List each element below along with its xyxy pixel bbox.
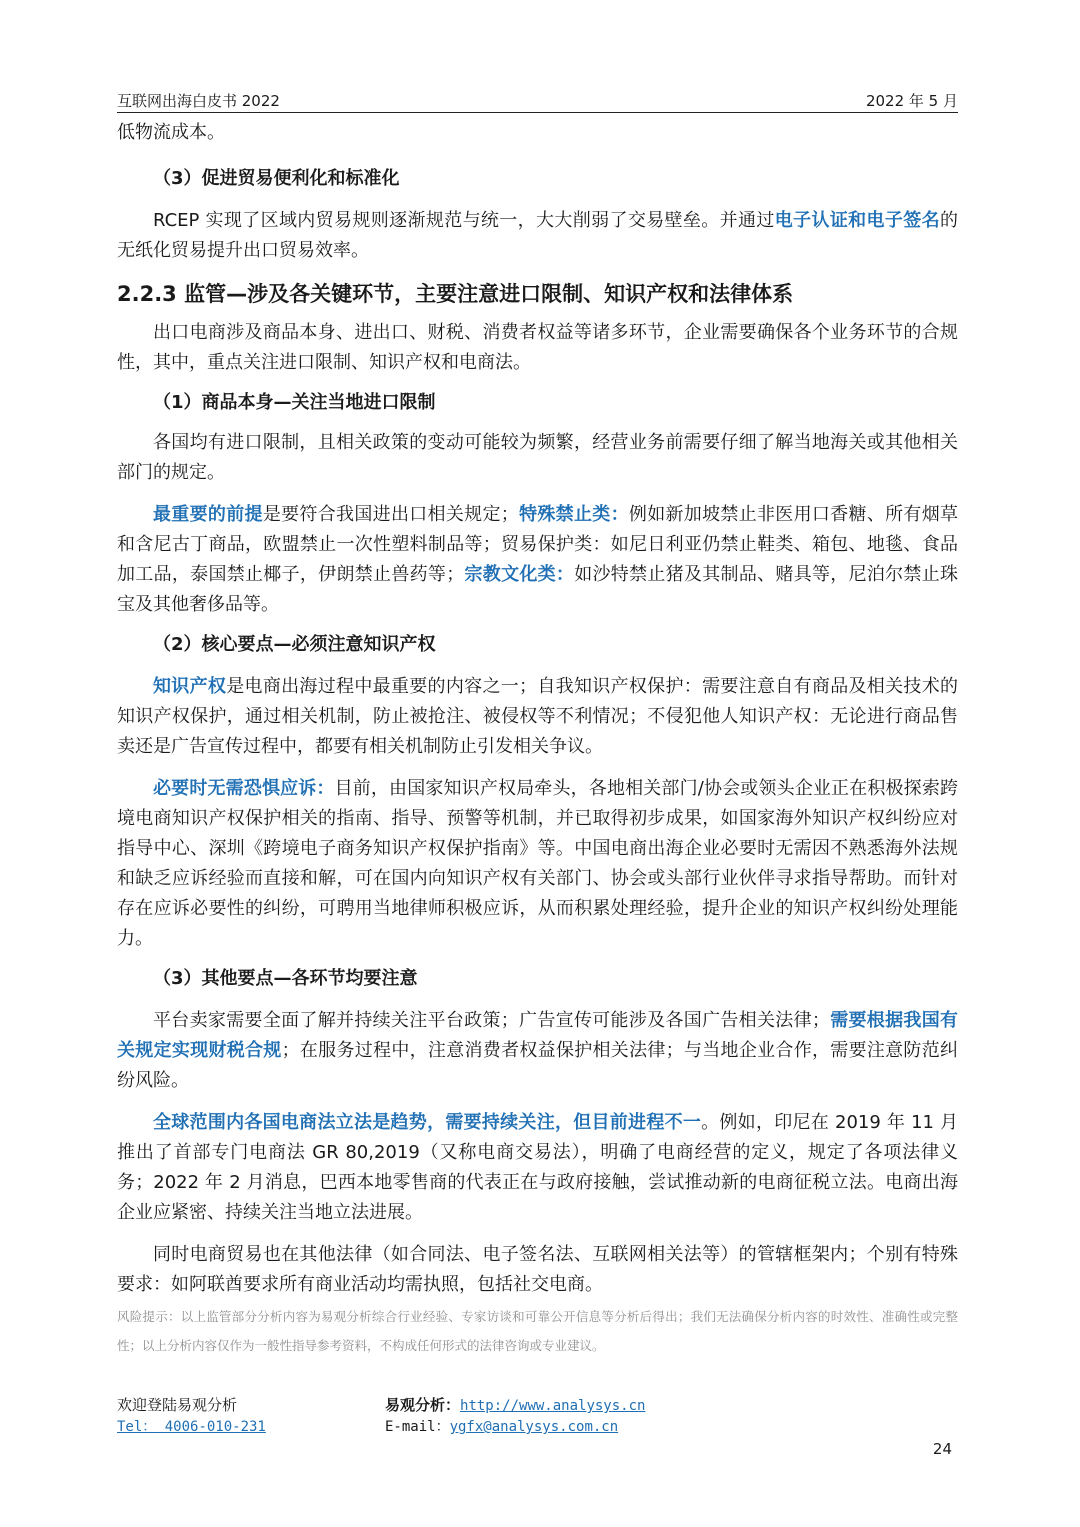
footer-site — [385, 1394, 645, 1415]
paragraph: 出口电商涉及商品本身、进出口、财税、消费者权益等诸多环节，企业需要确保各个业务环节的合规性，其中，重点关注进口限制、知识产权和电商法。 — [117, 322, 958, 373]
paragraph: 低物流成本。 — [117, 122, 225, 143]
text-span: 平台卖家需要全面了解并持续关注平台政策；广告宣传可能涉及各国广告相关法律； — [153, 1010, 830, 1031]
highlight-text: 必要时无需恐惧应诉： — [153, 778, 335, 799]
text-span: 的无纸化贸易提升出口贸易效率。 — [117, 210, 958, 261]
subheading: （3）促进贸易便利化和标准化 — [153, 168, 400, 189]
page-header — [117, 88, 958, 113]
paragraph — [117, 206, 958, 266]
text-span: 例如新加坡禁止非医用口香糖、所有烟草和含尼古丁商品，欧盟禁止一次性塑料制品等；贸易保护类：如尼日利亚仍禁止鞋类、箱包、地毯、食品加工品，泰国禁止椰子，伊朗禁止兽药等； — [117, 504, 959, 585]
email-label: E-mail： — [385, 1419, 450, 1435]
header-title: 互联网出海白皮书 2022 — [117, 92, 280, 110]
paragraph — [117, 672, 958, 762]
footer-tel-link[interactable]: Tel： 4006-010-231 — [117, 1419, 266, 1435]
paragraph: 各国均有进口限制，且相关政策的变动可能较为频繁，经营业务前需要仔细了解当地海关或其他相关部门的规定。 — [117, 432, 958, 483]
text-span: ；在服务过程中，注意消费者权益保护相关法律；与当地企业合作，需要注意防范纠纷风险。 — [117, 1040, 959, 1091]
paragraph — [117, 500, 958, 620]
paragraph — [117, 1108, 958, 1228]
email-link[interactable]: ygfx@analysys.com.cn — [449, 1419, 619, 1435]
header-date: 2022 年 5 月 — [865, 92, 958, 110]
text-span: 是电商出海过程中最重要的内容之一；自我知识产权保护：需要注意自有商品及相关技术的知识产权保护，通过相关机制，防止被抢注、被侵权等不利情况；不侵犯他人知识产权：无论进行商品售卖还是广告宣传过程中，都要有相关机制防止引发相关争议。 — [117, 676, 959, 757]
site-url-link[interactable]: http://www.analysys.cn — [460, 1398, 646, 1414]
text-span: 如沙特禁止猪及其制品、赌具等，尼泊尔禁止珠宝及其他奢侈品等。 — [117, 564, 959, 615]
page-number: 24 — [932, 1440, 952, 1458]
paragraph — [117, 1006, 958, 1096]
highlight-text: 知识产权 — [153, 676, 227, 697]
highlight-text: 全球范围内各国电商法立法是趋势，需要持续关注，但目前进程不一 — [153, 1112, 702, 1133]
highlight-text: 电子认证和电子签名 — [774, 210, 940, 231]
text-span: 。例如，印尼在 2019 年 11 月推出了首部专门电商法 GR 80,2019（又称电商交易法），明确了电商经营的定义，规定了各项法律义务；2022 年 2 月消息，巴西本地零售商的代表正在与政府接触，尝试推动新的电商征税立法。电商出海企业应紧密、持续关注当地立法进展。 — [117, 1112, 958, 1223]
section-title: 2.2.3 监管—涉及各关键环节，主要注意进口限制、知识产权和法律体系 — [117, 282, 794, 306]
page-footer — [117, 1394, 958, 1444]
text-span: RCEP 实现了区域内贸易规则逐渐规范与统一，大大削弱了交易壁垒。并通过 — [153, 210, 775, 231]
risk-disclaimer: 风险提示：以上监管部分分析内容为易观分析综合行业经验、专家访谈和可靠公开信息等分析后得出；我们无法确保分析内容的时效性、准确性或完整性；以上分析内容仅作为一般性指导参考资料，不构成任何形式的法律咨询或专业建议。 — [117, 1309, 958, 1353]
highlight-text: 特殊禁止类： — [518, 504, 629, 525]
highlight-text: 需要根据我国有关规定实现财税合规 — [117, 1010, 959, 1061]
footer-email — [385, 1416, 618, 1436]
subheading: （3）其他要点—各环节均要注意 — [153, 968, 418, 989]
site-label: 易观分析： — [385, 1396, 461, 1414]
subheading: （1）商品本身—关注当地进口限制 — [153, 392, 436, 413]
text-span: 是要符合我国进出口相关规定； — [262, 504, 519, 525]
text-span: 目前，由国家知识产权局牵头，各地相关部门/协会或领头企业正在积极探索跨境电商知识产权保护相关的指南、指导、预警等机制，并已取得初步成果，如国家海外知识产权纠纷应对指导中心、深圳《跨境电子商务知识产权保护指南》等。中国电商出海企业必要时无需因不熟悉海外法规和缺乏应诉经验而直接和解，可在国内向知识产权有关部门、协会或头部行业伙伴寻求指导帮助。而针对存在应诉必要性的纠纷，可聘用当地律师积极应诉，从而积累处理经验，提升企业的知识产权纠纷处理能力。 — [117, 778, 958, 949]
subheading: （2）核心要点—必须注意知识产权 — [153, 634, 436, 655]
highlight-text: 最重要的前提 — [153, 504, 263, 525]
main-content — [117, 118, 958, 1300]
paragraph — [117, 774, 958, 954]
paragraph: 同时电商贸易也在其他法律（如合同法、电子签名法、互联网相关法等）的管辖框架内；个别有特殊要求：如阿联酋要求所有商业活动均需执照，包括社交电商。 — [117, 1244, 958, 1295]
footer-welcome: 欢迎登陆易观分析 — [117, 1396, 238, 1414]
highlight-text: 宗教文化类： — [464, 564, 575, 585]
